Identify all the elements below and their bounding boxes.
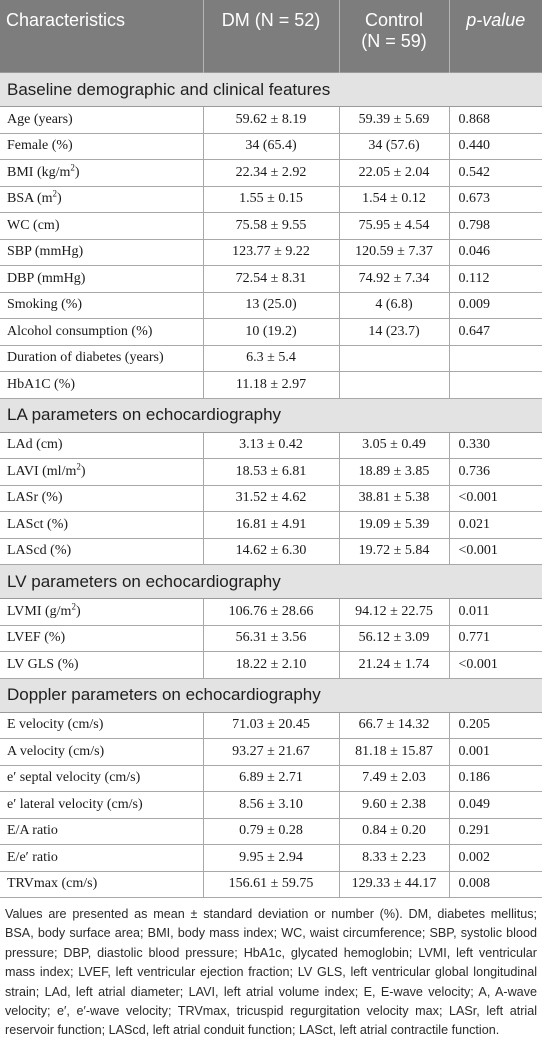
row-characteristic [0, 372, 203, 399]
row-p-value: 0.186 [449, 765, 542, 792]
table-row [0, 432, 542, 459]
row-characteristic-text: Duration of diabetes (years) [7, 350, 164, 366]
header-dm [203, 0, 339, 73]
row-characteristic [0, 739, 203, 766]
row-characteristic-text: E velocity (cm/s) [7, 717, 104, 733]
row-control-value: 18.89 ± 3.85 [339, 459, 449, 486]
table-row [0, 625, 542, 652]
row-characteristic [0, 792, 203, 819]
row-characteristic-text: LV GLS (%) [7, 656, 79, 672]
table-row [0, 765, 542, 792]
row-characteristic [0, 133, 203, 160]
header-row [0, 0, 542, 73]
row-p-value: 0.112 [449, 266, 542, 293]
row-p-value: 0.001 [449, 739, 542, 766]
row-characteristic-text: LAScd (%) [7, 543, 72, 559]
row-characteristic-text: LVMI (g/m [7, 603, 72, 619]
row-characteristic [0, 818, 203, 845]
row-characteristic-text: LASr (%) [7, 490, 63, 506]
row-control-value: 7.49 ± 2.03 [339, 765, 449, 792]
row-dm-value: 16.81 ± 4.91 [203, 512, 339, 539]
row-characteristic-text: BMI (kg/m [7, 164, 71, 180]
row-dm-value: 22.34 ± 2.92 [203, 160, 339, 187]
row-p-value: 0.673 [449, 186, 542, 213]
table-row [0, 871, 542, 898]
row-characteristic [0, 319, 203, 346]
header-characteristics: Characteristics [0, 0, 203, 73]
row-dm-value: 6.89 ± 2.71 [203, 765, 339, 792]
row-control-value: 9.60 ± 2.38 [339, 792, 449, 819]
table-row [0, 818, 542, 845]
table-row [0, 599, 542, 626]
row-control-value [339, 372, 449, 399]
row-control-value: 38.81 ± 5.38 [339, 485, 449, 512]
row-p-value: 0.736 [449, 459, 542, 486]
row-characteristic-text: TRVmax (cm/s) [7, 876, 98, 892]
row-p-value: 0.002 [449, 845, 542, 872]
section-title: LA parameters on echocardiography [0, 398, 542, 432]
row-dm-value: 93.27 ± 21.67 [203, 739, 339, 766]
header-pvalue [449, 0, 542, 73]
row-characteristic-text: DBP (mmHg) [7, 270, 86, 286]
table-row [0, 319, 542, 346]
section-title: Baseline demographic and clinical features [0, 73, 542, 107]
row-dm-value: 10 (19.2) [203, 319, 339, 346]
row-p-value: 0.330 [449, 432, 542, 459]
row-characteristic-suffix: ) [80, 463, 86, 479]
row-characteristic-text: LVEF (%) [7, 630, 66, 646]
row-p-value: 0.049 [449, 792, 542, 819]
table-row [0, 186, 542, 213]
row-control-value: 21.24 ± 1.74 [339, 652, 449, 679]
row-characteristic-text: Female (%) [7, 138, 73, 154]
table-row [0, 712, 542, 739]
header-control-label: Control [364, 10, 424, 30]
row-p-value: 0.011 [449, 599, 542, 626]
row-p-value: 0.008 [449, 871, 542, 898]
row-characteristic-text: Smoking (%) [7, 297, 83, 313]
row-control-value: 94.12 ± 22.75 [339, 599, 449, 626]
row-control-value: 74.92 ± 7.34 [339, 266, 449, 293]
row-p-value: 0.868 [449, 107, 542, 134]
row-dm-value: 9.95 ± 2.94 [203, 845, 339, 872]
row-p-value: 0.205 [449, 712, 542, 739]
row-characteristic [0, 186, 203, 213]
row-characteristic-suffix: ) [57, 191, 62, 207]
row-characteristic-text: SBP (mmHg) [7, 244, 84, 260]
row-p-value: 0.798 [449, 213, 542, 240]
row-dm-value: 0.79 ± 0.28 [203, 818, 339, 845]
table-row [0, 372, 542, 399]
table-footnote: Values are presented as mean ± standard deviation or number (%). DM, diabetes mellitus; BSA, body surface area; BMI, body mass index; WC, waist circumference; SBP, systolic blood pressure; DBP, diastolic blood pressure; HbA1c, glycated hemoglobin; LVMI, left ventricular mass index; LVEF, left ventricular ejection fraction; LV GLS, left ventricular global longitudinal strain; LAd, left atrial diameter; LAVI, left atrial volume index; E, E-wave velocity; A, A-wave velocity; e′, e′-wave velocity; TRVmax, tricuspid regurgitation velocity max; LASr, left atrial reservoir function; LAScd, left atrial conduit function; LASct, left atrial contractile function. [5, 907, 537, 1038]
row-characteristic [0, 345, 203, 372]
section-title: LV parameters on echocardiography [0, 565, 542, 599]
row-characteristic-text: LASct (%) [7, 516, 69, 532]
row-p-value [449, 345, 542, 372]
row-control-value: 3.05 ± 0.49 [339, 432, 449, 459]
table-row [0, 739, 542, 766]
row-p-value: <0.001 [449, 652, 542, 679]
row-dm-value: 106.76 ± 28.66 [203, 599, 339, 626]
row-p-value: 0.046 [449, 239, 542, 266]
row-characteristic [0, 625, 203, 652]
row-control-value: 81.18 ± 15.87 [339, 739, 449, 766]
row-control-value: 66.7 ± 14.32 [339, 712, 449, 739]
row-characteristic [0, 213, 203, 240]
row-characteristic [0, 512, 203, 539]
row-dm-value: 34 (65.4) [203, 133, 339, 160]
row-p-value: 0.771 [449, 625, 542, 652]
row-dm-value: 3.13 ± 0.42 [203, 432, 339, 459]
row-characteristic-superscript: 2 [70, 162, 75, 173]
row-characteristic [0, 599, 203, 626]
row-characteristic-text: A velocity (cm/s) [7, 743, 105, 759]
table-row [0, 792, 542, 819]
row-characteristic-text: e′ septal velocity (cm/s) [7, 770, 141, 786]
row-characteristic-text: Age (years) [7, 111, 73, 127]
table-row [0, 292, 542, 319]
row-control-value: 34 (57.6) [339, 133, 449, 160]
row-control-value: 19.72 ± 5.84 [339, 538, 449, 565]
header-control [339, 0, 449, 73]
row-dm-value: 13 (25.0) [203, 292, 339, 319]
row-dm-value: 11.18 ± 2.97 [203, 372, 339, 399]
row-characteristic [0, 107, 203, 134]
row-dm-value: 31.52 ± 4.62 [203, 485, 339, 512]
row-p-value: <0.001 [449, 485, 542, 512]
row-dm-value: 18.53 ± 6.81 [203, 459, 339, 486]
row-characteristic-text: HbA1C (%) [7, 376, 76, 392]
row-p-value [449, 372, 542, 399]
row-dm-value: 18.22 ± 2.10 [203, 652, 339, 679]
row-characteristic [0, 538, 203, 565]
row-p-value: 0.021 [449, 512, 542, 539]
row-characteristic [0, 432, 203, 459]
header-dm-n: (N = 52) [254, 10, 321, 30]
row-characteristic [0, 712, 203, 739]
row-characteristic-text: BSA (m [7, 191, 53, 207]
row-control-value: 19.09 ± 5.39 [339, 512, 449, 539]
row-dm-value: 56.31 ± 3.56 [203, 625, 339, 652]
row-control-value: 120.59 ± 7.37 [339, 239, 449, 266]
row-dm-value: 8.56 ± 3.10 [203, 792, 339, 819]
row-p-value: 0.291 [449, 818, 542, 845]
table-row [0, 266, 542, 293]
row-p-value: 0.009 [449, 292, 542, 319]
row-control-value: 4 (6.8) [339, 292, 449, 319]
table-row [0, 512, 542, 539]
row-p-value: 0.542 [449, 160, 542, 187]
row-characteristic-text: E/A ratio [7, 823, 58, 839]
row-characteristic-suffix: ) [74, 164, 80, 180]
table-body [0, 73, 542, 898]
row-p-value: 0.440 [449, 133, 542, 160]
section-header-row [0, 73, 542, 107]
section-title: Doppler parameters on echocardiography [0, 678, 542, 712]
row-characteristic-superscript: 2 [76, 461, 81, 472]
row-control-value: 8.33 ± 2.23 [339, 845, 449, 872]
header-dm-label: DM [221, 10, 250, 30]
row-dm-value: 75.58 ± 9.55 [203, 213, 339, 240]
row-characteristic [0, 652, 203, 679]
header-pvalue-label: p-value [466, 10, 526, 30]
row-characteristic [0, 459, 203, 486]
row-control-value: 22.05 ± 2.04 [339, 160, 449, 187]
row-characteristic [0, 765, 203, 792]
row-p-value: 0.647 [449, 319, 542, 346]
row-control-value: 59.39 ± 5.69 [339, 107, 449, 134]
row-dm-value: 71.03 ± 20.45 [203, 712, 339, 739]
table-row [0, 538, 542, 565]
row-characteristic-text: WC (cm) [7, 217, 60, 233]
header-control-n: (N = 59) [361, 31, 427, 51]
row-characteristic [0, 845, 203, 872]
table-row [0, 239, 542, 266]
row-characteristic-superscript: 2 [52, 188, 58, 199]
row-characteristic [0, 292, 203, 319]
table-row [0, 107, 542, 134]
row-dm-value: 6.3 ± 5.4 [203, 345, 339, 372]
row-characteristic-suffix: ) [75, 603, 81, 619]
row-control-value [339, 345, 449, 372]
row-characteristic [0, 266, 203, 293]
table-row [0, 213, 542, 240]
row-dm-value: 123.77 ± 9.22 [203, 239, 339, 266]
row-dm-value: 72.54 ± 8.31 [203, 266, 339, 293]
table-row [0, 459, 542, 486]
table-row [0, 133, 542, 160]
table-row [0, 845, 542, 872]
section-header-row [0, 678, 542, 712]
row-characteristic-text: E/e′ ratio [7, 849, 58, 865]
table-row [0, 485, 542, 512]
row-control-value: 0.84 ± 0.20 [339, 818, 449, 845]
row-control-value: 56.12 ± 3.09 [339, 625, 449, 652]
row-control-value: 75.95 ± 4.54 [339, 213, 449, 240]
row-dm-value: 156.61 ± 59.75 [203, 871, 339, 898]
section-header-row [0, 398, 542, 432]
section-header-row [0, 565, 542, 599]
row-characteristic-text: LAd (cm) [7, 437, 63, 453]
row-dm-value: 14.62 ± 6.30 [203, 538, 339, 565]
row-dm-value: 1.55 ± 0.15 [203, 186, 339, 213]
table-row [0, 160, 542, 187]
row-control-value: 14 (23.7) [339, 319, 449, 346]
row-characteristic [0, 485, 203, 512]
row-characteristic [0, 871, 203, 898]
row-characteristic-text: e′ lateral velocity (cm/s) [7, 796, 143, 812]
table-row [0, 652, 542, 679]
row-characteristic-text: LAVI (ml/m [7, 463, 77, 479]
row-dm-value: 59.62 ± 8.19 [203, 107, 339, 134]
row-control-value: 1.54 ± 0.12 [339, 186, 449, 213]
row-characteristic-superscript: 2 [71, 601, 76, 612]
row-characteristic [0, 160, 203, 187]
row-control-value: 129.33 ± 44.17 [339, 871, 449, 898]
row-p-value: <0.001 [449, 538, 542, 565]
row-characteristic [0, 239, 203, 266]
row-characteristic-text: Alcohol consumption (%) [7, 323, 153, 339]
table-row [0, 345, 542, 372]
